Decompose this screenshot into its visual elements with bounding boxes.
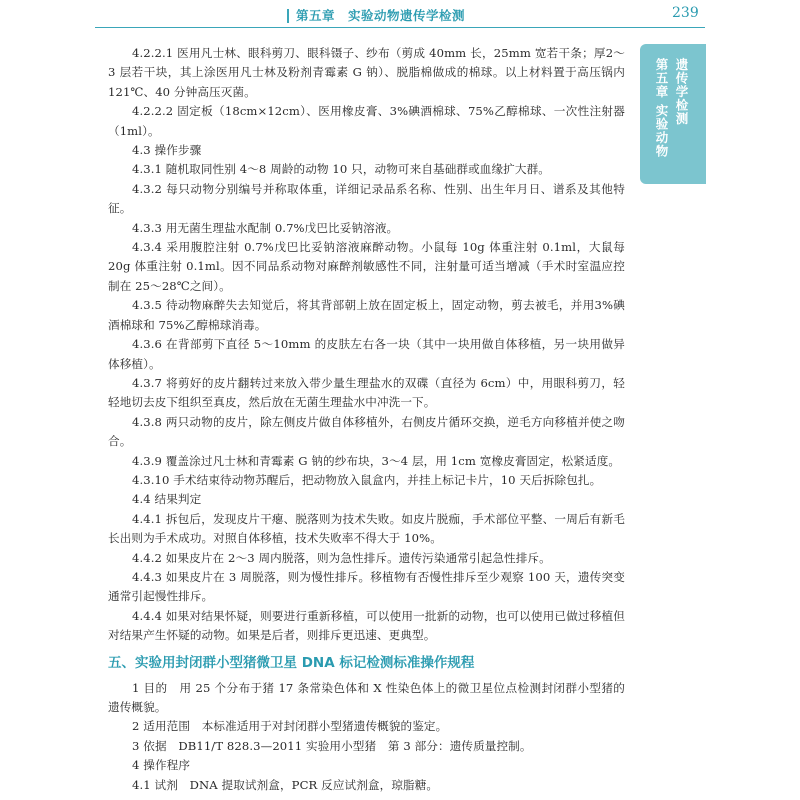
- paragraph: 4.3.10 手术结束待动物苏醒后，把动物放入鼠盒内，并挂上标记卡片，10 天后拆除包扎。: [132, 472, 602, 487]
- paragraph: 4.3.1 随机取同性别 4～8 周龄的动物 10 只，动物可来自基础群或血缘扩大群。: [132, 162, 550, 177]
- paragraph: 4.1 试剂 DNA 提取试剂盒，PCR 反应试剂盒，琼脂糖。: [132, 777, 439, 792]
- running-header: [0, 0, 800, 28]
- paragraph: 4.3.9 覆盖涂过凡士林和青霉素 G 钠的纱布块，3～4 层，用 1cm 宽橡皮膏固定，松紧适度。: [132, 453, 621, 468]
- chapter-running-title: 第五章 实验动物遗传学检测: [296, 8, 466, 23]
- subheading: 4.4 结果判定: [132, 492, 202, 507]
- paragraph: 4.3.3 用无菌生理盐水配制 0.7%戊巴比妥钠溶液。: [132, 220, 399, 235]
- paragraph: 4.3.4 采用腹腔注射 0.7%戊巴比妥钠溶液麻醉动物。小鼠每 10g 体重注射 0.1ml，大鼠每20g 体重注射 0.1ml。因不同品系动物对麻醉剂敏感性不同，注射量可适当增减（手术时室温应控制在 25～28℃之间）。: [108, 240, 625, 293]
- chapter-side-tab: [640, 44, 706, 184]
- paragraph: 4.3.8 两只动物的皮片，除左侧皮片做自体移植外，右侧皮片循环交换，逆毛方向移植并使之吻合。: [108, 414, 625, 449]
- paragraph: 4.3.5 待动物麻醉失去知觉后，将其背部朝上放在固定板上，固定动物，剪去被毛，并用3%碘酒棉球和 75%乙醇棉球消毒。: [108, 298, 625, 332]
- paragraph: 3 依据 DB11/T 828.3—2011 实验用小型猪 第 3 部分：遗传质量控制。: [132, 738, 532, 753]
- paragraph: 4.3.2 每只动物分别编号并称取体重，详细记录品系名称、性别、出生年月日、谱系及其他特征。: [108, 181, 625, 216]
- paragraph: 2 适用范围 本标准适用于对封闭群小型猪遗传概貌的鉴定。: [132, 719, 448, 734]
- paragraph: 4.2.2.1 医用凡士林、眼科剪刀、眼科镊子、纱布（剪成 40mm 长，25mm 宽若干条；厚2～3 层若干块，其上涂医用凡士林及粉剂青霉素 G 钠）、脱脂棉做成的棉球。以上材料置于高压锅内 121℃、40 分钟高压灭菌。: [108, 46, 625, 99]
- page-number: 239: [672, 5, 699, 21]
- body-text: [108, 44, 625, 795]
- section-heading: 五、实验用封闭群小型猪微卫星 DNA 标记检测标准操作规程: [108, 654, 475, 671]
- side-tab-line-1: 第五章 实验动物: [654, 58, 669, 158]
- side-tab-line-2: 遗传学检测: [674, 58, 689, 126]
- paragraph: 4.3.7 将剪好的皮片翻转过来放入带少量生理盐水的双碟（直径为 6cm）中，用眼科剪刀，轻轻地切去皮下组织至真皮，然后放在无菌生理盐水中冲洗一下。: [108, 375, 625, 410]
- paragraph: 4.4.4 如果对结果怀疑，则要进行重新移植，可以使用一批新的动物，也可以使用已做过移植但对结果产生怀疑的动物。如果是后者，则排斥更迅速、更典型。: [108, 608, 625, 643]
- header-bar: [287, 9, 289, 23]
- paragraph: 4.2.2.2 固定板（18cm×12cm）、医用橡皮膏、3%碘酒棉球、75%乙醇棉球、一次性注射器（1ml）。: [108, 104, 625, 138]
- subheading: 4 操作程序: [132, 758, 191, 773]
- paragraph: 1 目的 用 25 个分布于猪 17 条常染色体和 X 性染色体上的微卫星位点检测封闭群小型猪的遗传概貌。: [108, 680, 625, 714]
- paragraph: 4.4.3 如果皮片在 3 周脱落，则为慢性排斥。移植物有否慢性排斥至少观察 100 天，遗传突变通常引起慢性排斥。: [108, 569, 625, 604]
- subheading: 4.3 操作步骤: [132, 143, 202, 158]
- paragraph: 4.4.1 拆包后，发现皮片干瘪、脱落则为技术失败。如皮片脱痂，手术部位平整、一周后有新毛长出则为手术成功。对照自体移植，技术失败率不得大于 10%。: [108, 511, 625, 546]
- paragraph: 4.4.2 如果皮片在 2～3 周内脱落，则为急性排斥。遗传污染通常引起急性排斥。: [132, 550, 551, 565]
- header-rule: [95, 27, 705, 28]
- paragraph: 4.3.6 在背部剪下直径 5～10mm 的皮肤左右各一块（其中一块用做自体移植，另一块用做异体移植）。: [108, 337, 625, 371]
